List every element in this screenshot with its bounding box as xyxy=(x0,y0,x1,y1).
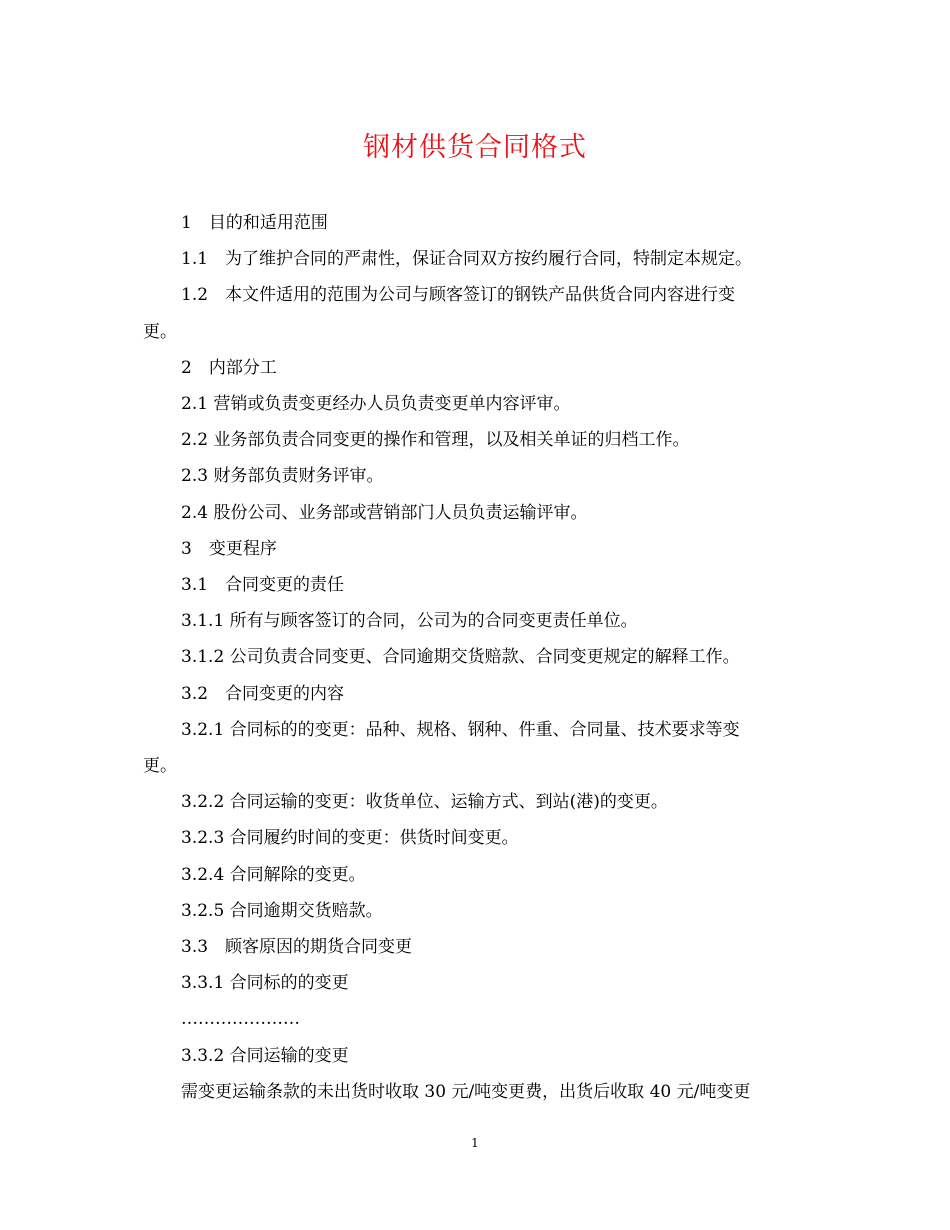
paragraph: 1.2 本文件适用的范围为公司与顾客签订的钢铁产品供货合同内容进行变 xyxy=(181,285,736,306)
paragraph: 3.2.5 合同逾期交货赔款。 xyxy=(181,900,383,921)
paragraph: 1.1 为了维护合同的严肃性，保证合同双方按约履行合同，特制定本规定。 xyxy=(181,249,753,270)
paragraph: 3.3.2 合同运输的变更 xyxy=(181,1045,349,1066)
subsection-heading: 3.3 顾客原因的期货合同变更 xyxy=(181,937,413,958)
paragraph: 2.2 业务部负责合同变更的操作和管理，以及相关单证的归档工作。 xyxy=(181,430,690,451)
paragraph: 3.3.1 合同标的的变更 xyxy=(181,973,349,994)
document-title: 钢材供货合同格式 xyxy=(363,132,587,163)
page-number: 1 xyxy=(471,1136,479,1150)
paragraph: 3.1.2 公司负责合同变更、合同逾期交货赔款、合同变更规定的解释工作。 xyxy=(181,647,740,668)
subsection-heading: 3.1 合同变更的责任 xyxy=(181,575,345,596)
document-body xyxy=(143,205,808,1110)
paragraph: 2.1 营销或负责变更经办人员负责变更单内容评审。 xyxy=(181,394,571,415)
paragraph: 2.4 股份公司、业务部或营销部门人员负责运输评审。 xyxy=(181,502,588,523)
paragraph: 3.2.2 合同运输的变更：收货单位、运输方式、到站(港)的变更。 xyxy=(181,792,668,813)
section-heading: 3 变更程序 xyxy=(181,538,277,559)
paragraph: 需变更运输条款的未出货时收取 30 元/吨变更费，出货后收取 40 元/吨变更 xyxy=(181,1081,751,1102)
section-heading: 2 内部分工 xyxy=(181,357,277,378)
paragraph: 2.3 财务部负责财务评审。 xyxy=(181,466,384,487)
subsection-heading: 3.2 合同变更的内容 xyxy=(181,683,345,704)
paragraph-continuation: 更。 xyxy=(143,321,177,342)
paragraph: 3.2.4 合同解除的变更。 xyxy=(181,864,366,885)
paragraph: 3.2.1 合同标的的变更：品种、规格、钢种、件重、合同量、技术要求等变 xyxy=(181,719,740,740)
ellipsis-line: ………………… xyxy=(181,1009,300,1030)
paragraph: 3.1.1 所有与顾客签订的合同，公司为的合同变更责任单位。 xyxy=(181,611,638,632)
paragraph-continuation: 更。 xyxy=(143,756,177,777)
paragraph: 1 目的和适用范围 xyxy=(181,213,328,233)
paragraph: 3.2.3 合同履约时间的变更：供货时间变更。 xyxy=(181,828,519,849)
